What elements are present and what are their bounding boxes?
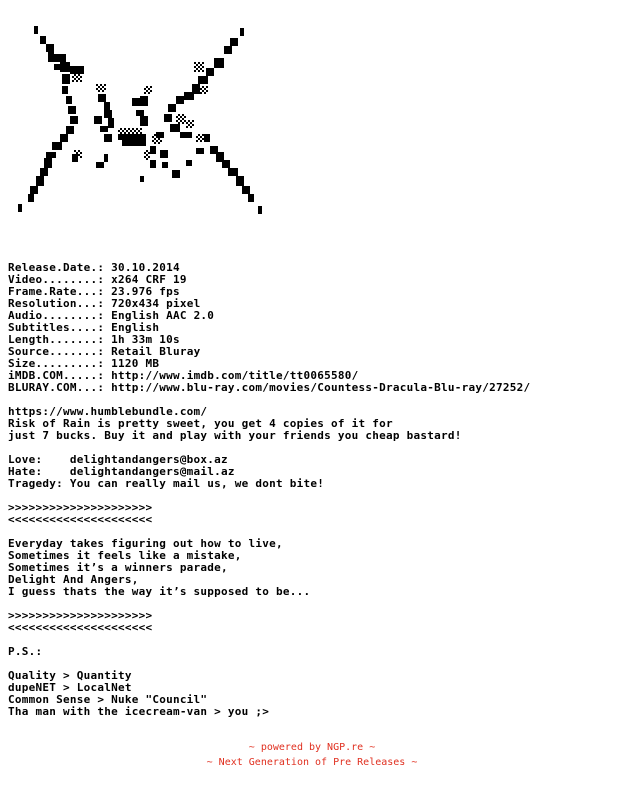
poem-line: Everyday takes figuring out how to live, xyxy=(8,537,283,550)
ps-label: P.S.: xyxy=(8,645,43,658)
audio-key: Audio........: xyxy=(8,309,105,322)
poem-line: Sometimes it’s a winners parade, xyxy=(8,561,228,574)
size-key: Size.........: xyxy=(8,357,105,370)
contact-hate: Hate: delightandangers@mail.az xyxy=(8,465,235,478)
ps-line: dupeNET > LocalNet xyxy=(8,681,132,694)
length-value: 1h 33m 10s xyxy=(111,333,180,346)
spacer xyxy=(8,634,624,646)
divider-left: <<<<<<<<<<<<<<<<<<<<< xyxy=(8,513,153,526)
bluray-line xyxy=(8,382,624,394)
length-key: Length.......: xyxy=(8,333,105,346)
divider-right: >>>>>>>>>>>>>>>>>>>>> xyxy=(8,609,153,622)
imdb-key: iMDB.COM.....: xyxy=(8,369,105,382)
ps-line: Common Sense > Nuke "Council" xyxy=(8,693,208,706)
contact-tragedy: Tragedy: You can really mail us, we dont bite! xyxy=(8,477,325,490)
bluray-key: BLURAY.COM...: xyxy=(8,381,105,394)
ps-line: Quality > Quantity xyxy=(8,669,132,682)
footer-powered-by: ~ powered by NGP.re ~ xyxy=(248,742,376,753)
footer xyxy=(0,740,624,770)
subtitles-key: Subtitles....: xyxy=(8,321,105,334)
promo-url[interactable]: https://www.humblebundle.com/ xyxy=(8,405,208,418)
frame-rate-key: Frame.Rate...: xyxy=(8,285,105,298)
imdb-link[interactable]: http://www.imdb.com/title/tt0065580/ xyxy=(111,369,359,382)
divider-left: <<<<<<<<<<<<<<<<<<<<< xyxy=(8,621,153,634)
nfo-text xyxy=(8,262,624,718)
footer-tagline: ~ Next Generation of Pre Releases ~ xyxy=(206,757,418,768)
resolution-key: Resolution...: xyxy=(8,297,105,310)
video-key: Video........: xyxy=(8,273,105,286)
video-value: x264 CRF 19 xyxy=(111,273,187,286)
source-value: Retail Bluray xyxy=(111,345,201,358)
audio-value: English AAC 2.0 xyxy=(111,309,215,322)
size-value: 1120 MB xyxy=(111,357,160,370)
bluray-link[interactable]: http://www.blu-ray.com/movies/Countess-Dracula-Blu-ray/27252/ xyxy=(111,381,531,394)
source-key: Source.......: xyxy=(8,345,105,358)
promo-line-1: Risk of Rain is pretty sweet, you get 4 copies of it for xyxy=(8,417,393,430)
frame-rate-value: 23.976 fps xyxy=(111,285,180,298)
divider-right: >>>>>>>>>>>>>>>>>>>>> xyxy=(8,501,153,514)
pixel-art-x-logo-icon xyxy=(0,0,280,240)
ps-line: Tha man with the icecream-van > you ;> xyxy=(8,705,270,718)
release-date-key: Release.Date.: xyxy=(8,261,105,274)
resolution-value: 720x434 pixel xyxy=(111,297,201,310)
release-date-value: 30.10.2014 xyxy=(111,261,180,274)
poem-line: Sometimes it feels like a mistake, xyxy=(8,549,242,562)
contact-love: Love: delightandangers@box.az xyxy=(8,453,228,466)
promo-line-2: just 7 bucks. Buy it and play with your friends you cheap bastard! xyxy=(8,429,462,442)
poem-line: Delight And Angers, xyxy=(8,573,139,586)
poem-line: I guess thats the way it’s supposed to be... xyxy=(8,585,311,598)
subtitles-value: English xyxy=(111,321,160,334)
